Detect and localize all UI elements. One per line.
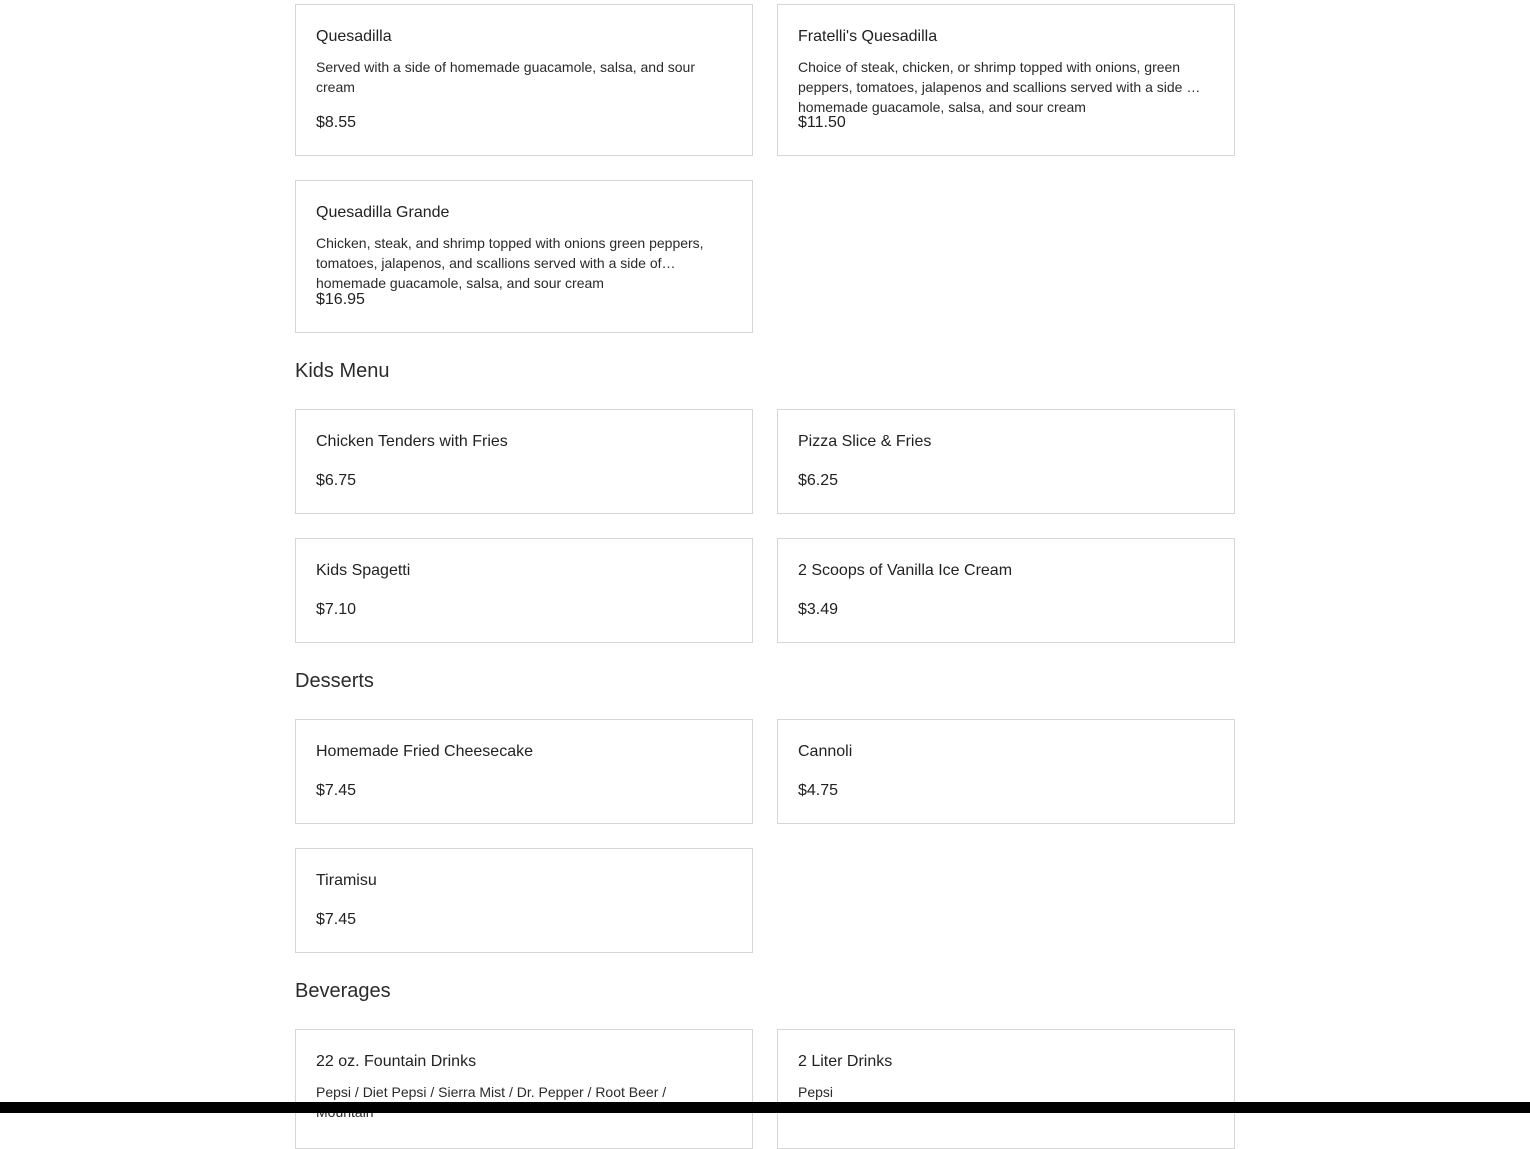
menu-item-card[interactable] <box>295 4 753 156</box>
menu-item-description: Served with a side of homemade guacamole, salsa, and sour cream <box>316 59 695 95</box>
menu-item-price: $8.55 <box>316 114 357 131</box>
menu-item-name: 2 Scoops of Vanilla Ice Cream <box>798 562 1013 579</box>
menu-item-description: Chicken, steak, and shrimp topped with onions green peppers, tomatoes, jalapenos, and scallions served with a side of homemade guacamole, salsa, and sour cream <box>316 235 704 291</box>
menu-item-card[interactable] <box>295 538 753 643</box>
menu-item-card[interactable] <box>295 409 753 514</box>
menu-item-name: Kids Spagetti <box>316 562 411 579</box>
section-title-kids-menu: Kids Menu <box>295 360 390 382</box>
menu-item-name: Fratelli's Quesadilla <box>798 28 938 45</box>
menu-item-card[interactable] <box>777 538 1235 643</box>
menu-item-description: Choice of steak, chicken, or shrimp topped with onions, green peppers, tomatoes, jalapenos and scallions served with a side of homemade guacamole, salsa, and sour cream <box>798 59 1199 115</box>
menu-item-price: $16.95 <box>316 291 365 308</box>
section-title-desserts: Desserts <box>295 670 374 692</box>
menu-item-description: Pepsi <box>798 1084 834 1100</box>
menu-item-price: $7.10 <box>316 601 357 618</box>
menu-item-name: Homemade Fried Cheesecake <box>316 743 533 760</box>
menu-item-name: Pizza Slice & Fries <box>798 433 932 450</box>
menu-item-name: 2 Liter Drinks <box>798 1053 893 1070</box>
menu-item-name: Chicken Tenders with Fries <box>316 433 508 450</box>
menu-item-price: $11.50 <box>798 114 846 131</box>
menu-item-card[interactable] <box>295 1029 753 1149</box>
menu-item-card[interactable] <box>295 719 753 824</box>
menu-item-card[interactable] <box>777 719 1235 824</box>
menu-item-price: $6.75 <box>316 472 357 489</box>
menu-item-card[interactable] <box>295 848 753 953</box>
menu-item-card[interactable] <box>777 409 1235 514</box>
menu-item-name: Cannoli <box>798 743 853 760</box>
menu-item-name: Tiramisu <box>316 872 377 889</box>
menu-item-description: Pepsi / Diet Pepsi / Sierra Mist / Dr. Pepper / Root Beer / <box>316 1084 667 1100</box>
section-title-beverages: Beverages <box>295 980 391 1002</box>
menu-item-price: $4.75 <box>798 782 839 799</box>
menu-item-name: 22 oz. Fountain Drinks <box>316 1053 477 1070</box>
bottom-bar <box>0 1102 1530 1113</box>
menu-item-price: $3.49 <box>798 601 839 618</box>
menu-item-name: Quesadilla Grande <box>316 204 450 221</box>
menu-item-price: $6.25 <box>798 472 839 489</box>
menu-item-price: $7.45 <box>316 782 357 799</box>
menu-item-card[interactable] <box>295 180 753 333</box>
menu-item-card[interactable] <box>777 4 1235 156</box>
menu-item-card[interactable] <box>777 1029 1235 1149</box>
menu-item-name: Quesadilla <box>316 28 392 45</box>
menu-item-price: $7.45 <box>316 911 357 928</box>
